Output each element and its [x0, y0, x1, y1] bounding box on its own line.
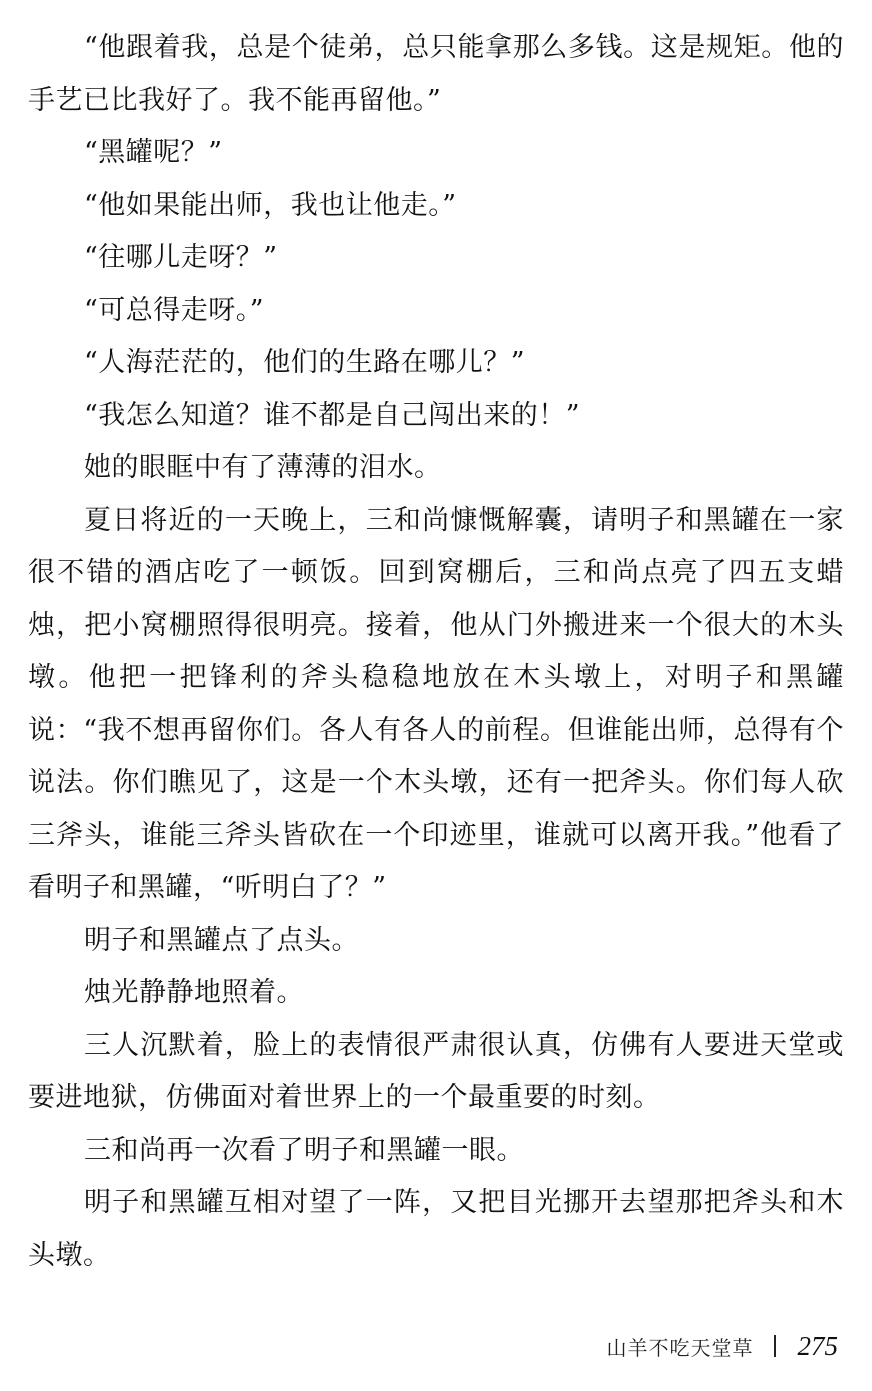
page-footer	[607, 1326, 839, 1366]
body-text	[28, 22, 844, 1282]
paragraph: 夏日将近的一天晚上，三和尚慷慨解囊，请明子和黑罐在一家很不错的酒店吃了一顿饭。回到窝棚后，三和尚点亮了四五支蜡烛，把小窝棚照得很明亮。接着，他从门外搬进来一个很大的木头墩。他把一把锋利的斧头稳稳地放在木头墩上，对明子和黑罐说：“我不想再留你们。各人有各人的前程。但谁能出师，总得有个说法。你们瞧见了，这是一个木头墩，还有一把斧头。你们每人砍三斧头，谁能三斧头皆砍在一个印迹里，谁就可以离开我。”他看了看明子和黑罐，“听明白了？”	[28, 504, 844, 903]
paragraph: “可总得走呀。”	[84, 294, 265, 326]
paragraph: 她的眼眶中有了薄薄的泪水。	[84, 452, 442, 483]
paragraph: 烛光静静地照着。	[84, 977, 304, 1008]
paragraph: “我怎么知道？谁不都是自己闯出来的！”	[84, 399, 581, 431]
footer-divider	[774, 1335, 776, 1357]
paragraph: 三和尚再一次看了明子和黑罐一眼。	[84, 1134, 524, 1166]
paragraph: “他跟着我，总是个徒弟，总只能拿那么多钱。这是规矩。他的手艺已比我好了。我不能再留他。”	[28, 32, 844, 116]
paragraph: 三人沉默着，脸上的表情很严肃很认真，仿佛有人要进天堂或要进地狱，仿佛面对着世界上的一个最重要的时刻。	[28, 1029, 844, 1113]
paragraph: 明子和黑罐互相对望了一阵，又把目光挪开去望那把斧头和木头墩。	[28, 1187, 844, 1271]
paragraph: “他如果能出师，我也让他走。”	[84, 189, 457, 221]
page-number: 275	[797, 1330, 838, 1361]
paragraph: “黑罐呢？”	[84, 137, 223, 168]
paragraph: “往哪儿走呀？”	[84, 242, 278, 273]
running-title: 山羊不吃天堂草	[606, 1335, 754, 1360]
paragraph: “人海茫茫的，他们的生路在哪儿？”	[84, 347, 526, 378]
paragraph: 明子和黑罐点了点头。	[84, 924, 359, 956]
